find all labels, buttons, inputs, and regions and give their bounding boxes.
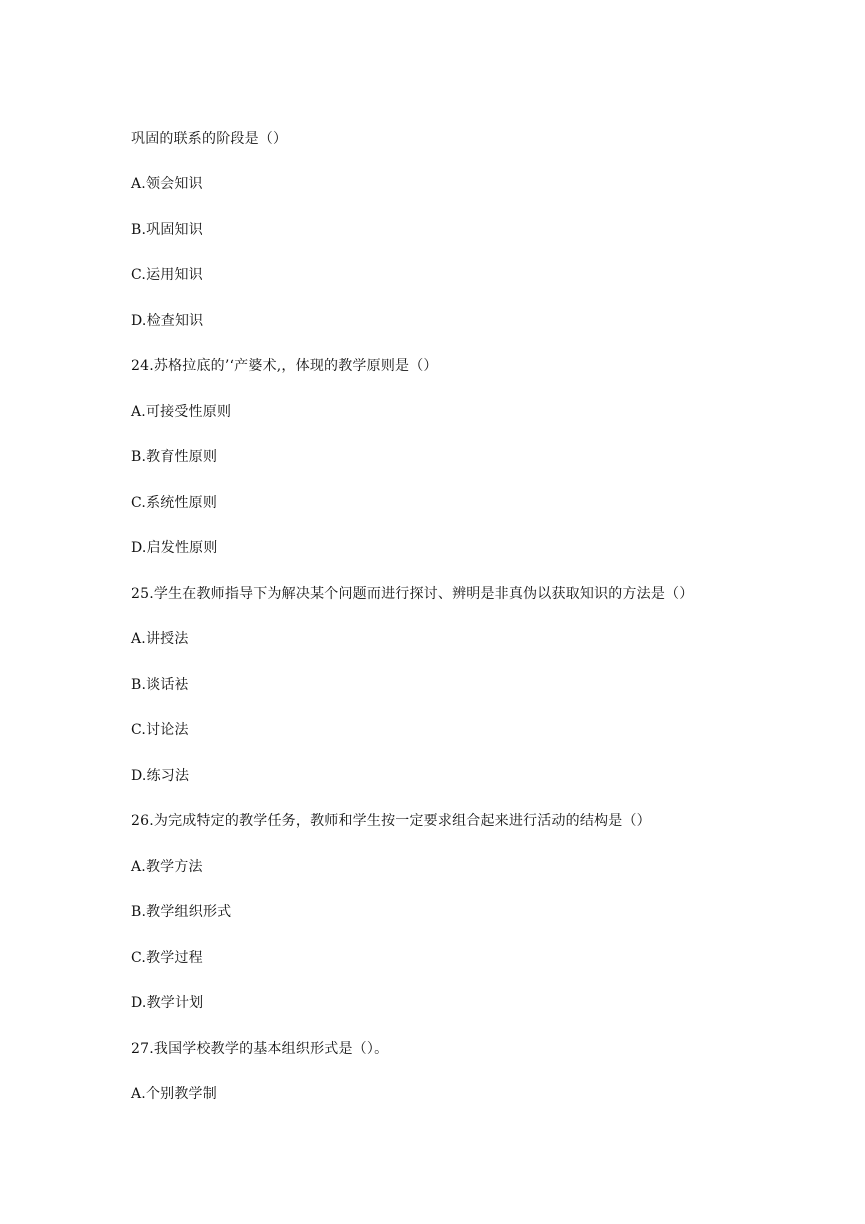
- question-24-option-a: A.可接受性原则: [131, 404, 232, 420]
- question-27-stem: 27.我国学校教学的基本组织形式是（）。: [131, 1041, 389, 1057]
- question-26-option-d: D.教学计划: [131, 995, 204, 1011]
- question-fragment-stem: 巩固的联系的阶段是（）: [131, 131, 288, 147]
- question-24-option-c: C.系统性原则: [131, 495, 218, 511]
- question-26-option-a: A.教学方法: [131, 859, 203, 875]
- question-25-option-d: D.练习法: [131, 768, 190, 784]
- question-26-option-b: B.教学组织形式: [131, 904, 232, 920]
- question-25-option-b: B.谈话袪: [131, 677, 189, 693]
- option-d: D.检查知识: [131, 313, 204, 329]
- question-26-option-c: C.教学过程: [131, 950, 203, 966]
- question-27-option-a: A.个别教学制: [131, 1086, 217, 1102]
- question-24-option-b: B.教育性原则: [131, 449, 218, 465]
- question-26-stem: 26.为完成特定的教学任务，教师和学生按一定要求组合起来进行活动的结构是（）: [131, 813, 651, 829]
- question-24-stem: 24.苏格拉底的’‘产婆术,，体现的教学原则是（）: [131, 358, 438, 374]
- question-25-option-a: A.讲授法: [131, 631, 189, 647]
- question-24-option-d: D.启发性原则: [131, 540, 218, 556]
- option-a: A.领会知识: [131, 176, 203, 192]
- question-25-option-c: C.讨论法: [131, 722, 189, 738]
- option-b: B.巩固知识: [131, 222, 203, 238]
- option-c: C.运用知识: [131, 267, 203, 283]
- question-25-stem: 25.学生在教师指导下为解决某个问题而进行探讨、辨明是非真伪以获取知识的方法是（）: [131, 586, 694, 602]
